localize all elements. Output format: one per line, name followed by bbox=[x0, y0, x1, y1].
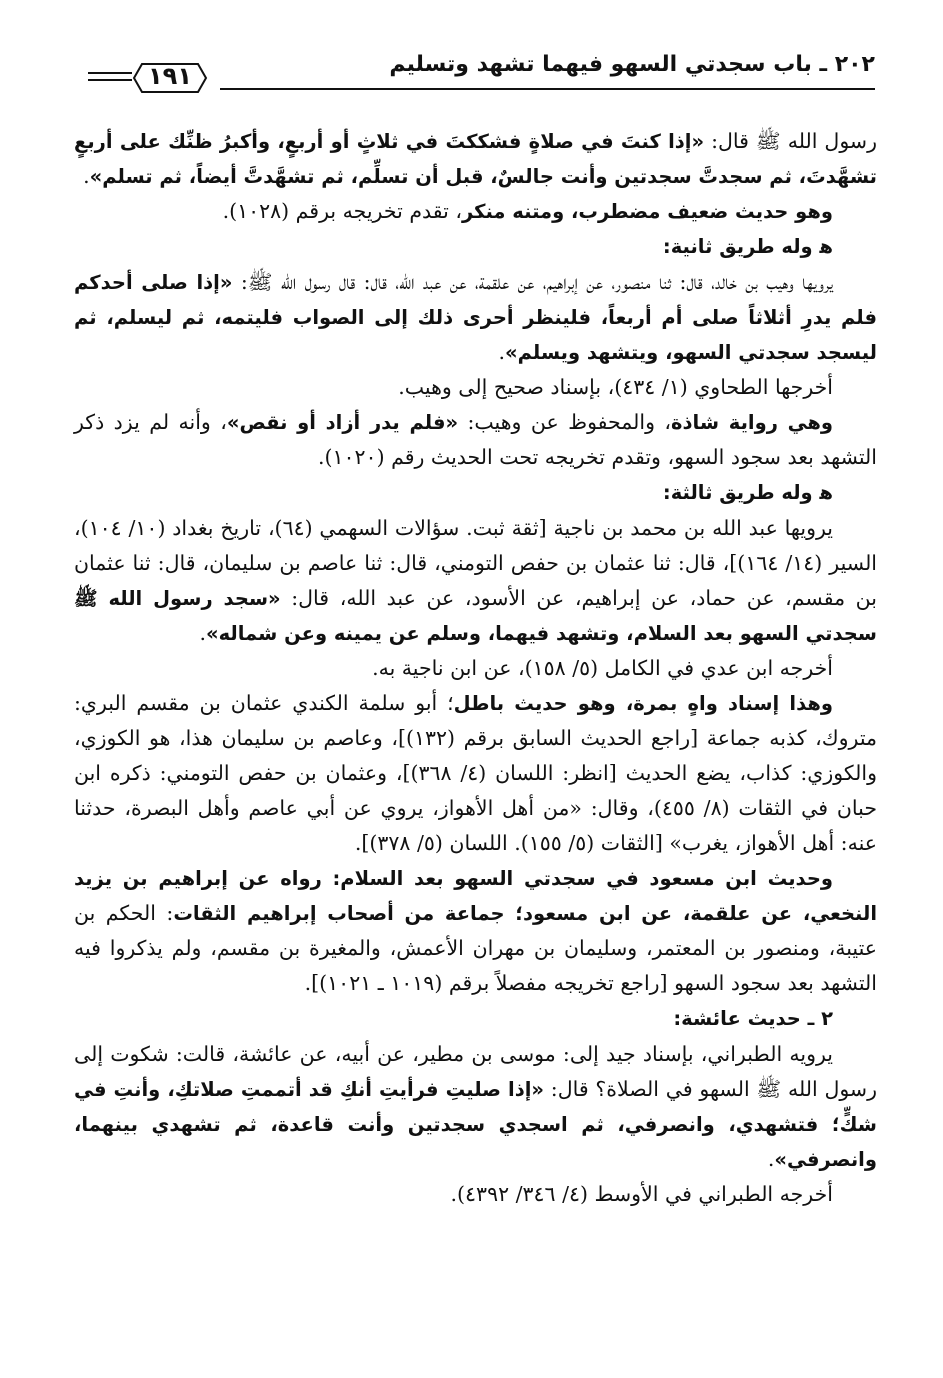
page-header bbox=[70, 46, 875, 98]
bold-text-run: ﻫ وله طريق ثانية: bbox=[662, 235, 833, 258]
header-left-rules bbox=[88, 72, 132, 86]
page-body bbox=[74, 124, 877, 1212]
bold-text-run: «فلم يدر أزاد أو نقص» bbox=[226, 411, 459, 434]
page-number-badge bbox=[132, 60, 208, 96]
paragraph bbox=[74, 370, 877, 405]
bold-text-run: «إذا صليتِ فرأيتِ أنكِ قد أتممتِ صلاتكِ، وأنتِ في شكٍّ؛ فتشهدي، وانصرفي، ثم اسجدي سجدتين وأنت قاعدة، ثم تشهدي بينهما، وانصرفي» bbox=[74, 1078, 877, 1171]
paragraph bbox=[74, 124, 877, 194]
bold-text-run: «إذا كنتَ في صلاةٍ فشككتَ في ثلاثٍ أو أربعٍ، وأكبرُ ظنِّك على أربعٍ تشهَّدتَ، ثم سجدتَّ سجدتين وأنت جالسٌ، قبل أن تسلِّم، ثم تشهَّدتَّ أيضاً، ثم تسلم» bbox=[74, 130, 877, 188]
paragraph bbox=[74, 1037, 877, 1177]
paragraph bbox=[74, 686, 877, 861]
section-heading bbox=[74, 1001, 877, 1037]
text-run: أخرجها الطحاوي (١/ ٤٣٤)، بإسناد صحيح إلى وهيب. bbox=[398, 375, 833, 399]
text-run: يرويه الطبراني، بإسناد جيد إلى: موسى بن مطير، عن أبيه، عن عائشة، قالت: شكوت إلى رسول الله ﷺ السهو في الصلاة؟ قال: bbox=[74, 1042, 878, 1101]
paragraph bbox=[74, 1177, 877, 1212]
paragraph bbox=[74, 194, 877, 229]
paragraph bbox=[74, 265, 877, 370]
header-rule bbox=[220, 88, 875, 90]
bold-text-run: «إذا صلى أحدكم فلم يدرِ أثلاثاً صلى أم أربعاً، فلينظر أحرى ذلك إلى الصواب فليتمه، ثم ليسلم، ثم ليسجد سجدتي السهو، ويتشهد ويسلم» bbox=[74, 271, 877, 364]
paragraph bbox=[74, 511, 877, 651]
running-title: ٢٠٢ ـ باب سجدتي السهو فيهما تشهد وتسليم bbox=[389, 52, 875, 77]
text-run: . bbox=[498, 340, 505, 364]
section-heading bbox=[74, 475, 877, 511]
paragraph bbox=[74, 651, 877, 686]
bold-text-run: وهذا إسناد واهٍ بمرة، وهو حديث باطل bbox=[453, 692, 833, 715]
bold-text-run: وحديث ابن مسعود في سجدتي السهو بعد السلام: رواه عن إبراهيم بن يزيد النخعي، عن علقمة، عن ابن مسعود؛ جماعة من أصحاب إبراهيم الثقات bbox=[74, 867, 877, 925]
bold-text-run: وهي رواية شاذة bbox=[671, 411, 833, 434]
bold-text-run: ٢ ـ حديث عائشة: bbox=[673, 1007, 833, 1030]
text-run: أخرجه الطبراني في الأوسط (٤/ ٣٤٦/ ٤٣٩٢). bbox=[450, 1182, 833, 1206]
text-run: : الحكم بن عتيبة، ومنصور بن المعتمر، وسليمان بن مهران الأعمش، والمغيرة بن مقسم، ولم يذكروا فيه التشهد بعد سجود السهو [راجع تخريجه مفصلاً برقم (١٠١٩ ـ ١٠٢١)]. bbox=[74, 901, 877, 995]
text-run: . bbox=[767, 1147, 775, 1171]
page-number: ١٩١ bbox=[148, 62, 192, 90]
text-run: . bbox=[83, 164, 90, 188]
text-run: . bbox=[199, 621, 206, 645]
text-run: ، والمحفوظ عن وهيب: bbox=[458, 410, 672, 434]
bold-text-run: «سجد رسول الله ﷺ سجدتي السهو بعد السلام، وتشهد فيهما، وسلم عن يمينه وعن شماله» bbox=[74, 587, 877, 645]
text-run: رسول الله ﷺ قال: bbox=[704, 129, 877, 153]
section-heading bbox=[74, 229, 877, 265]
paragraph bbox=[74, 405, 877, 475]
text-run: ، وأنه لم يزد ذكر التشهد بعد سجود السهو، وتقدم تخريجه تحت الحديث رقم (١٠٢٠). bbox=[74, 410, 877, 469]
text-run: يرويها عبد الله بن محمد بن ناجية [ثقة ثبت. سؤالات السهمي (٦٤)، تاريخ بغداد (١٠/ ١٠٤)، السير (١٤/ ١٦٤)]، قال: ثنا عثمان بن حفص التومني، قال: ثنا عاصم بن سليمان، قال: ثنا عثمان بن مقسم، عن حماد، عن إبراهيم، عن الأسود، عن عبد الله، قال: bbox=[74, 516, 878, 610]
text-run: يرويها وهيب بن خالد، قال: ثنا منصور، عن إبراهيم، عن علقمة، عن عبد الله، قال: قال رسول الله ﷺ: bbox=[232, 270, 833, 294]
text-run: أخرجه ابن عدي في الكامل (٥/ ١٥٨)، عن ابن ناجية به. bbox=[372, 656, 833, 680]
bold-text-run: ﻫ وله طريق ثالثة: bbox=[662, 481, 833, 504]
bold-text-run: وهو حديث ضعيف مضطرب، ومتنه منكر bbox=[462, 200, 833, 223]
paragraph bbox=[74, 861, 877, 1001]
text-run: ؛ أبو سلمة الكندي عثمان بن مقسم البري: متروك، كذبه جماعة [راجع الحديث السابق برقم (١٣٢)]، وعاصم بن سليمان هذا، هو الكوزي، والكوزي: كذاب، يضع الحديث [انظر: اللسان (٤/ ٣٦٨)]، وعثمان بن حفص التومني: ذكره ابن حبان في الثقات (٨/ ٤٥٥)، وقال: «من أهل الأهواز، يروي عن أبي عاصم وأهل البصرة، حدثنا عنه: أهل الأهواز، يغرب» [الثقات (٥/ ١٥٥). اللسان (٥/ ٣٧٨)]. bbox=[74, 691, 877, 855]
text-run: ، تقدم تخريجه برقم (١٠٢٨). bbox=[222, 199, 462, 223]
